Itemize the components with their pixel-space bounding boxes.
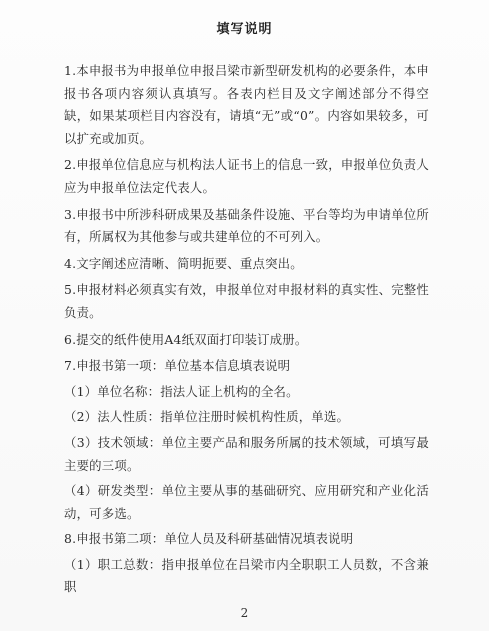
paragraph-3: 3.申报书中所涉科研成果及基础条件设施、平台等均为申请单位所有，所属权为其他参与或共建单位的不可列入。 [64, 206, 429, 245]
paragraph-7-item-2: （2）法人性质：指单位注册时候机构性质，单选。 [64, 409, 350, 425]
paragraph-7: 7.申报书第一项：单位基本信息填表说明 [64, 358, 291, 374]
paragraph-8: 8.申报书第二项：单位人员及科研基础情况填表说明 [64, 531, 354, 547]
paragraph-7-item-1: （1）单位名称：指法人证上机构的全名。 [64, 383, 299, 399]
paragraph-8-item-1: （1）职工总数：指申报单位在吕梁市内全职职工人员数，不含兼职 [64, 556, 429, 595]
paragraph-4: 4.文字阐述应清晰、简明扼要、重点突出。 [64, 255, 303, 271]
page-number: 2 [240, 606, 249, 620]
paragraph-7-item-3: （3）技术领域：单位主要产品和服务所属的技术领域，可填写最主要的三项。 [64, 434, 429, 473]
paragraph-7-item-4: （4）研发类型：单位主要从事的基础研究、应用研究和产业化活动，可多选。 [64, 483, 429, 521]
instructions-body [64, 60, 429, 602]
paragraph-2: 2.申报单位信息应与机构法人证书上的信息一致，申报单位负责人应为申报单位法定代表人。 [64, 157, 429, 195]
page-title: 填写说明 [216, 22, 273, 37]
paragraph-5: 5.申报材料必须真实有效，申报单位对申报材料的真实性、完整性负责。 [64, 282, 429, 320]
paragraph-1: 1.本申报书为申报单位申报吕梁市新型研发机构的必要条件，本申报书各项内容须认真填写。各表内栏目及文字阐述部分不得空缺，如果某项栏目内容没有，请填“无”或“0”。内容如果较多，可以扩充或加页。 [64, 63, 429, 146]
paragraph-6: 6.提交的纸件使用A4纸双面打印装订成册。 [64, 331, 308, 347]
